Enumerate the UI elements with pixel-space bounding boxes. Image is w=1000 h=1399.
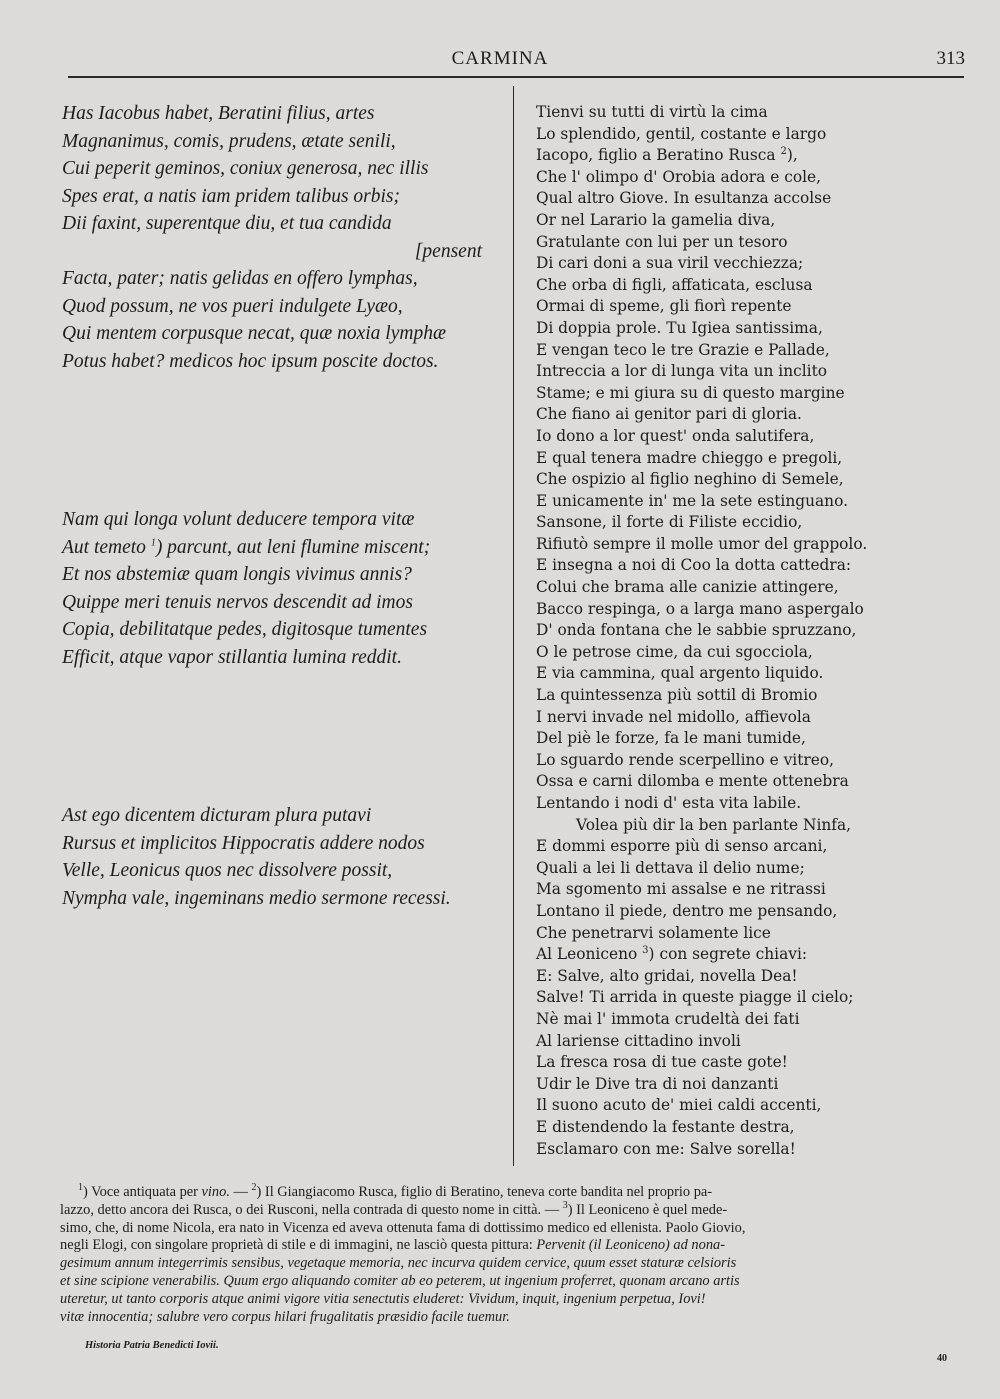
verse-line: Che penetrarvi solamente lice (536, 923, 771, 942)
footnote-text: ) Voce antiquata per (83, 1184, 202, 1200)
verse-line: Colui che brama alle canizie attingere, (536, 578, 839, 597)
verse-line: Bacco respinga, o a larga mano aspergalo (536, 599, 864, 618)
latin-stanza-2 (62, 506, 502, 671)
verse-line (536, 944, 976, 966)
footnote-text: — (229, 1184, 252, 1200)
footnote-italic: gesimum annum integerrimis sensibus, vegetaque memoria, nec incurva quidem cervice, quum esset staturæ celsioris (60, 1255, 737, 1272)
verse-line: Di doppia prole. Tu Igiea santissima, (536, 318, 823, 337)
italian-translation (536, 102, 976, 1160)
verse-line: Che ospizio al figlio neghino di Semele, (536, 470, 844, 489)
latin-stanza-1 (62, 100, 502, 375)
verse-line: E insegna a noi di Coo la dotta cattedra: (536, 556, 852, 575)
verse-line: Gratulante con lui per un tesoro (536, 232, 788, 251)
verse-line: Ast ego dicentem dicturam plura putavi (62, 805, 372, 826)
verse-line (536, 145, 976, 167)
verse-text: ), (786, 146, 798, 165)
footnote-marker: 2 (780, 146, 787, 158)
verse-line: Qual altro Giove. In esultanza accolse (536, 189, 832, 208)
footnote-line (60, 1309, 960, 1327)
footnote-italic: uteretur, ut tanto corporis atque animi vigore vitia senectutis eluderet: Vividum, inquit, ingenium perpetua, Iovi! (60, 1290, 706, 1307)
verse-line: Udir le Dive tra di noi danzanti (536, 1074, 779, 1093)
footnote-marker: 3 (562, 1200, 568, 1211)
verse-line: Dii faxint, superentque diu, et tua candida (62, 213, 392, 234)
verse-text: Iacopo, figlio a Beratino Rusca (536, 146, 781, 165)
footnote-text: lazzo, detto ancora dei Rusca, o dei Rusconi, nella contrada di questo nome in città. — (60, 1201, 563, 1218)
footnote-source: Historia Patria Benedicti Iovii. (85, 1340, 219, 1351)
verse-line: La quintessenza più sottil di Bromio (536, 686, 818, 705)
verse-line: Potus habet? medicos hoc ipsum poscite doctos. (62, 350, 439, 372)
verse-line: Ma sgomento mi assalse e ne ritrassi (536, 880, 826, 899)
verse-line: Rursus et implicitos Hippocratis addere nodos (62, 832, 425, 854)
verse-line (62, 534, 502, 562)
verse-line: Magnanimus, comis, prudens, ætate senili, (62, 130, 396, 152)
verse-line: Che fiano ai genitor pari di gloria. (536, 405, 802, 424)
verse-line: Lo splendido, gentil, costante e largo (536, 124, 827, 143)
verse-line: Al lariense cittadino involi (536, 1031, 741, 1050)
footnote-text: ) Il Leoniceno è quel mede- (567, 1201, 728, 1218)
verse-line: Del piè le forze, fa le mani tumide, (536, 729, 806, 748)
verse-line: Lo sguardo rende scerpellino e vitreo, (536, 750, 835, 769)
verse-line: Rifiutò sempre il molle umor del grappolo. (536, 534, 868, 553)
verse-line: Qui mentem corpusque necat, quæ noxia lymphæ (62, 323, 446, 344)
verse-line: E dommi esporre più di senso arcani, (536, 837, 828, 856)
verse-line: La fresca rosa di tue caste gote! (536, 1053, 788, 1072)
footnote-line (60, 1255, 960, 1273)
column-divider (513, 86, 514, 1166)
verse-line: E unicamente in' me la sete estinguano. (536, 491, 848, 510)
verse-text: ) con segrete chiavi: (648, 945, 808, 964)
verse-line: O le petrose cime, da cui sgocciola, (536, 642, 813, 661)
verse-line: Cui peperit geminos, coniux generosa, nec illis (62, 158, 429, 179)
verse-line: Io dono a lor quest' onda salutifera, (536, 426, 815, 445)
footnote-italic: et sine scipione venerabilis. Quum ergo aliquando comiter ab eo peterem, ut ingenium proferret, quonam arcano artis (60, 1272, 740, 1289)
verse-line: Che orba di figli, affaticata, esclusa (536, 275, 813, 294)
footnote-marker: 2 (251, 1182, 257, 1194)
footnotes (60, 1184, 960, 1326)
verse-line: Et nos abstemiæ quam longis vivimus annis? (62, 564, 412, 585)
footnote-text: ) Il Giangiacomo Rusca, figlio di Beratino, teneva corte bandita nel proprio pa- (256, 1184, 713, 1200)
verse-line: E distendendo la festante destra, (536, 1117, 795, 1136)
verse-line: Volea più dir la ben parlante Ninfa, (576, 815, 852, 834)
verse-line: Salve! Ti arrida in queste piagge il cielo; (536, 988, 854, 1007)
verse-line: Quippe meri tenuis nervos descendit ad imos (62, 591, 413, 613)
latin-stanza-3 (62, 802, 502, 912)
verse-line: D' onda fontana che le sabbie spruzzano, (536, 621, 857, 640)
footnote-italic: Pervenit (il Leoniceno) ad nona- (536, 1237, 725, 1254)
verse-line: Lentando i nodi d' esta vita labile. (536, 794, 802, 812)
footnote-marker: 1 (78, 1182, 83, 1194)
verse-line: Tienvi su tutti di virtù la cima (536, 103, 768, 121)
verse-line: Quod possum, ne vos pueri indulgete Lyæo, (62, 295, 403, 317)
footnote-line (60, 1291, 960, 1309)
running-header-title: CARMINA (451, 48, 549, 69)
verse-text: Aut temeto (62, 536, 151, 558)
verse-line: Spes erat, a natis iam pridem talibus orbis; (62, 185, 401, 207)
verse-text: Al Leoniceno (536, 945, 643, 964)
verse-line: Il suono acuto de' miei caldi accenti, (536, 1096, 822, 1115)
footnote-line: simo, che, di nome Nicola, era nato in Vicenza ed aveva ottenuta fama di dottissimo medico ed ellenista. Paolo Giovio, (60, 1219, 746, 1236)
footnote-line (60, 1273, 960, 1291)
footnote-line (60, 1184, 960, 1202)
verse-line: Di cari doni a sua viril vecchiezza; (536, 254, 804, 273)
footnote-line (60, 1237, 960, 1255)
verse-line: Nympha vale, ingeminans medio sermone recessi. (62, 887, 451, 909)
verse-line: Velle, Leonicus quos nec dissolvere possit, (62, 860, 393, 881)
verse-text: ) parcunt, aut leni flumine miscent; (155, 536, 431, 558)
verse-line: Facta, pater; natis gelidas en offero lymphas, (62, 268, 418, 289)
verse-line: Intreccia a lor di lunga vita un inclito (536, 362, 828, 381)
footnote-italic: vitæ innocentia; salubre vero corpus hilari frugalitatis præsidio facile tuemur. (60, 1308, 510, 1325)
verse-line: Efficit, atque vapor stillantia lumina reddit. (62, 646, 402, 668)
verse-line: Lontano il piede, dentro me pensando, (536, 901, 838, 920)
footnote-marker: 3 (642, 945, 649, 957)
verse-line: E: Salve, alto gridai, novella Dea! (536, 966, 798, 985)
signature-mark: 40 (937, 1353, 947, 1364)
verse-line: Stame; e mi giura su di questo margine (536, 383, 845, 402)
verse-line-continuation: [pensent (414, 240, 482, 262)
header-rule (68, 76, 964, 78)
verse-line: Che l' olimpo d' Orobia adora e cole, (536, 167, 822, 186)
page-number: 313 (936, 48, 965, 69)
footnote-line (60, 1202, 960, 1220)
verse-line: Nam qui longa volunt deducere tempora vitæ (62, 509, 415, 530)
verse-line: Sansone, il forte di Filiste eccidio, (536, 513, 803, 532)
verse-line: Quali a lei li dettava il delio nume; (536, 858, 805, 877)
verse-line: I nervi invade nel midollo, affievola (536, 707, 811, 726)
verse-line: E qual tenera madre chieggo e pregoli, (536, 448, 843, 467)
verse-line: E vengan teco le tre Grazie e Pallade, (536, 340, 830, 359)
verse-line: Copia, debilitatque pedes, digitosque tumentes (62, 619, 428, 640)
verse-line: E via cammina, qual argento liquido. (536, 664, 824, 683)
verse-line: Esclamaro con me: Salve sorella! (536, 1139, 796, 1158)
footnote-italic: vino. (201, 1184, 230, 1200)
verse-line: Or nel Larario la gamelia diva, (536, 210, 776, 229)
verse-line: Nè mai l' immota crudeltà dei fati (536, 1009, 800, 1028)
verse-line: Has Iacobus habet, Beratini filius, artes (62, 103, 375, 124)
footnote-marker: 1 (150, 537, 156, 548)
verse-line: Ossa e carni dilomba e mente ottenebra (536, 772, 849, 791)
footnote-text: negli Elogi, con singolare proprietà di stile e di immagini, ne lasciò questa pittura: (60, 1237, 537, 1254)
verse-line: Ormai di speme, gli fiorì repente (536, 297, 792, 316)
